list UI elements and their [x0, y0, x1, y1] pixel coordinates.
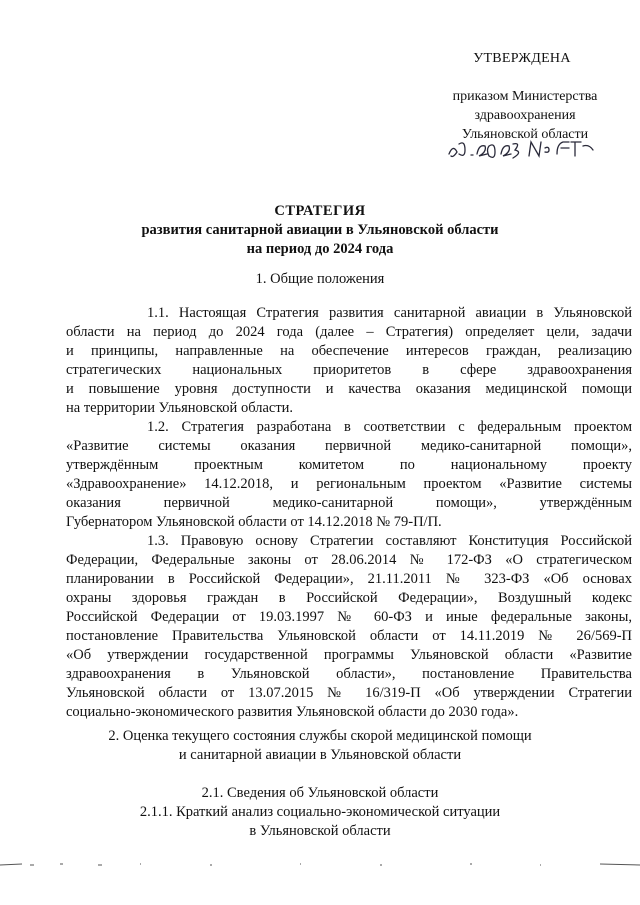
- approval-line: приказом Министерства: [452, 89, 598, 104]
- subsection-heading: 2.1.1. Краткий анализ социально-экономической ситуации: [139, 804, 501, 820]
- text-line: Федерации, Федеральные законы от 28.06.2014 № 172-ФЗ «О стратегическом: [66, 552, 632, 568]
- text-line: Российской Федерации от 19.03.1997 № 60-ФЗ и иные федеральные законы,: [66, 609, 632, 625]
- text-line: на территории Ульяновской области.: [66, 400, 294, 416]
- paragraph-1-3: [66, 532, 632, 722]
- section-heading: 1. Общие положения: [255, 271, 385, 287]
- section-heading: 2. Оценка текущего состояния службы скорой медицинской помощи: [108, 728, 532, 744]
- paragraph-1-1: [66, 304, 632, 418]
- text-line: 1.2. Стратегия разработана в соответствии с федеральным проектом: [147, 419, 632, 435]
- handwritten-date-signature: [445, 136, 605, 162]
- text-line: области на период до 2024 года (далее – Стратегия) определяет цели, задачи: [66, 324, 632, 340]
- text-line: «Об утверждении государственной программы Ульяновской области «Развитие: [66, 647, 632, 663]
- text-line: «Здравоохранение» 14.12.2018, и региональным проектом «Развитие системы: [66, 476, 632, 492]
- document-subtitle: на период до 2024 года: [246, 241, 394, 257]
- approval-line: Ульяновской области: [461, 127, 589, 142]
- text-line: 1.1. Настоящая Стратегия развития санитарной авиации в Ульяновской: [147, 305, 632, 321]
- text-line: здравоохранения в Ульяновской области», постановление Правительства: [66, 666, 632, 682]
- subsection-heading: в Ульяновской области: [249, 823, 391, 839]
- subsection-heading: 2.1. Сведения об Ульяновской области: [201, 785, 439, 801]
- text-line: и принципы, направленные на обеспечение интересов граждан, реализацию: [66, 343, 632, 359]
- text-line: Губернатором Ульяновской области от 14.12.2018 № 79-П/П.: [66, 514, 442, 530]
- text-line: Ульяновской области от 13.07.2015 № 16/319-П «Об утверждении Стратегии: [66, 685, 632, 701]
- text-line: постановление Правительства Ульяновской области от 14.11.2019 № 26/569-П: [66, 628, 632, 644]
- document-subtitle: развития санитарной авиации в Ульяновской области: [141, 222, 499, 238]
- document-title: СТРАТЕГИЯ: [274, 203, 366, 219]
- text-line: стратегических национальных приоритетов в сфере здравоохранения: [66, 362, 632, 378]
- text-line: «Развитие системы оказания первичной медико-санитарной помощи»,: [66, 438, 632, 454]
- text-line: планировании в Российской Федерации», 21.11.2011 № 323-ФЗ «Об основах: [66, 571, 632, 587]
- approval-line: здравоохранения: [474, 108, 576, 123]
- section-heading: и санитарной авиации в Ульяновской области: [178, 747, 462, 763]
- text-line: охраны здоровья граждан в Российской Федерации», Воздушный кодекс: [66, 590, 632, 606]
- text-line: 1.3. Правовую основу Стратегии составляют Конституция Российской: [147, 533, 632, 549]
- paragraph-1-2: [66, 418, 632, 532]
- text-line: социально-экономического развития Ульяновской области до 2030 года».: [66, 704, 519, 720]
- approval-heading: УТВЕРЖДЕНА: [473, 51, 571, 66]
- text-line: оказания первичной медико-санитарной помощи», утверждённым: [66, 495, 632, 511]
- scan-artifact-line: [0, 860, 640, 868]
- text-line: утверждённым проектным комитетом по национальному проекту: [66, 457, 632, 473]
- text-line: и повышение уровня доступности и качества оказания медицинской помощи: [66, 381, 632, 397]
